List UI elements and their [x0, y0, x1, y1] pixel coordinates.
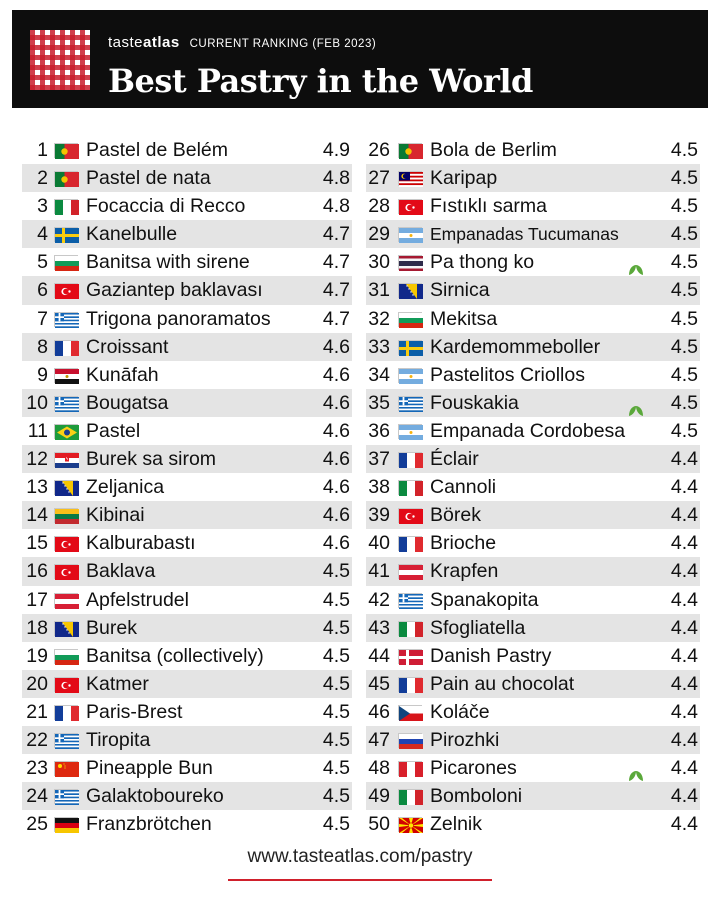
pastry-name[interactable]: Koláče — [430, 700, 490, 723]
rating-score: 4.6 — [322, 532, 350, 555]
rating-score: 4.4 — [670, 504, 698, 527]
rank-number: 1 — [37, 139, 48, 161]
rank-number: 2 — [37, 167, 48, 190]
ranking-row — [22, 220, 352, 248]
turkey-flag — [398, 199, 422, 214]
rating-score: 4.4 — [670, 588, 698, 611]
rank-number: 37 — [368, 448, 390, 471]
ranking-row — [366, 782, 700, 810]
vegetarian-leaf-icon — [628, 256, 644, 268]
rating-score: 4.6 — [322, 363, 350, 386]
ranking-row — [366, 276, 700, 304]
argentina-flag — [398, 368, 422, 383]
argentina-flag — [398, 227, 422, 242]
rank-number: 9 — [37, 363, 48, 386]
pastry-name[interactable]: Sfogliatella — [430, 616, 526, 639]
rating-score: 4.4 — [670, 813, 698, 836]
rank-number: 28 — [368, 195, 390, 218]
rating-score: 4.5 — [322, 588, 350, 611]
rating-score: 4.6 — [322, 419, 350, 442]
bosnia-flag — [398, 283, 422, 298]
brand-atlas: atlas — [143, 34, 180, 51]
footer-url[interactable]: www.tasteatlas.com/pastry — [247, 846, 473, 867]
ranking-row — [366, 614, 700, 642]
france-flag — [398, 677, 422, 692]
czech-flag — [398, 705, 422, 720]
pastry-name[interactable]: Banitsa (collectively) — [86, 644, 264, 667]
rating-score: 4.5 — [670, 195, 698, 218]
ranking-row — [366, 192, 700, 220]
rating-score: 4.5 — [670, 139, 698, 161]
pastry-name[interactable]: Bola de Berlim — [430, 139, 557, 161]
rating-score: 4.5 — [322, 700, 350, 723]
rank-number: 4 — [37, 223, 48, 246]
greece-flag — [398, 396, 422, 411]
pastry-name[interactable]: Pa thong ko — [430, 251, 535, 274]
rating-score: 4.4 — [670, 728, 698, 751]
pastry-name[interactable]: Galaktoboureko — [86, 785, 224, 808]
russia-flag — [398, 733, 422, 748]
pastry-name[interactable]: Pirozhki — [430, 728, 500, 751]
vegetarian-leaf-icon — [628, 762, 644, 774]
pastry-name[interactable]: Brioche — [430, 532, 497, 555]
header-banner — [12, 10, 708, 108]
pastry-name[interactable]: Paris-Brest — [86, 700, 183, 723]
sweden-flag — [398, 340, 422, 355]
bosnia-flag — [54, 480, 78, 495]
greece-flag — [398, 593, 422, 608]
ranking-row — [22, 473, 352, 501]
rank-number: 27 — [368, 167, 390, 190]
page-title: Best Pastry in the World — [108, 62, 533, 100]
rating-score: 4.9 — [322, 139, 350, 161]
greece-flag — [54, 312, 78, 327]
france-flag — [54, 705, 78, 720]
turkey-flag — [398, 508, 422, 523]
pastry-name[interactable]: Pastel — [86, 419, 141, 442]
rank-number: 30 — [368, 251, 390, 274]
rank-number: 11 — [27, 419, 48, 442]
pastry-name[interactable]: Croissant — [86, 335, 169, 358]
ranking-row — [366, 445, 700, 473]
rating-score: 4.4 — [670, 644, 698, 667]
brand-line — [108, 34, 376, 51]
pastry-name[interactable]: Pastel de nata — [86, 167, 211, 190]
portugal-flag — [54, 171, 78, 186]
pastry-name[interactable]: Baklava — [86, 560, 156, 583]
pastry-name[interactable]: Éclair — [430, 448, 479, 471]
tasteatlas-logo — [30, 30, 90, 90]
ranking-row — [22, 333, 352, 361]
pastry-name[interactable]: Fıstıklı sarma — [430, 195, 548, 218]
rating-score: 4.4 — [670, 532, 698, 555]
ranking-row — [366, 417, 700, 445]
pastry-name[interactable]: Cannoli — [430, 476, 497, 499]
rating-score: 4.5 — [322, 757, 350, 780]
austria-flag — [54, 593, 78, 608]
ranking-row — [366, 642, 700, 670]
rank-number: 48 — [368, 757, 390, 780]
rating-score: 4.7 — [322, 307, 350, 330]
rating-score: 4.6 — [322, 504, 350, 527]
ranking-row — [366, 670, 700, 698]
rating-score: 4.5 — [670, 251, 698, 274]
ranking-row — [22, 305, 352, 333]
rating-score: 4.8 — [322, 167, 350, 190]
turkey-flag — [54, 536, 78, 551]
rating-score: 4.5 — [322, 560, 350, 583]
pastry-name[interactable]: Sirnica — [430, 279, 490, 302]
italy-flag — [398, 789, 422, 804]
ranking-row — [366, 361, 700, 389]
ranking-row — [366, 810, 700, 838]
ranking-row — [22, 248, 352, 276]
germany-flag — [54, 817, 78, 832]
ranking-row — [22, 614, 352, 642]
rank-number: 41 — [368, 560, 390, 583]
ranking-row — [366, 529, 700, 557]
rating-score: 4.5 — [670, 419, 698, 442]
rank-number: 42 — [368, 588, 390, 611]
ranking-row — [366, 501, 700, 529]
rank-number: 22 — [26, 728, 48, 751]
thailand-flag — [398, 255, 422, 270]
ranking-row — [366, 389, 700, 417]
ranking-row — [366, 305, 700, 333]
pastry-name[interactable]: Apfelstrudel — [86, 588, 189, 611]
rank-number: 18 — [26, 616, 48, 639]
ranking-row — [22, 276, 352, 304]
rank-number: 50 — [368, 813, 390, 836]
ranking-row — [22, 586, 352, 614]
turkey-flag — [54, 564, 78, 579]
pastry-name[interactable]: Tiropita — [86, 728, 151, 751]
rank-number: 34 — [368, 363, 390, 386]
ranking-row — [366, 164, 700, 192]
rating-score: 4.7 — [322, 251, 350, 274]
rank-number: 23 — [26, 757, 48, 780]
pastry-name[interactable]: Krapfen — [430, 560, 499, 583]
bulgaria-flag — [398, 312, 422, 327]
ranking-row — [22, 642, 352, 670]
turkey-flag — [54, 283, 78, 298]
ranking-row — [366, 557, 700, 585]
greece-flag — [54, 733, 78, 748]
rating-score: 4.6 — [322, 335, 350, 358]
rank-number: 38 — [368, 476, 390, 499]
rank-number: 12 — [26, 448, 48, 471]
rank-number: 6 — [37, 279, 48, 302]
ranking-row — [366, 333, 700, 361]
pastry-name[interactable]: Katmer — [86, 672, 149, 695]
rank-number: 29 — [368, 223, 390, 246]
egypt-flag — [54, 368, 78, 383]
ranking-row — [22, 389, 352, 417]
italy-flag — [54, 199, 78, 214]
ranking-row — [22, 698, 352, 726]
rating-score: 4.5 — [322, 785, 350, 808]
rating-score: 4.7 — [322, 223, 350, 246]
pastry-name[interactable]: Pineapple Bun — [86, 757, 213, 780]
rank-number: 39 — [368, 504, 390, 527]
france-flag — [398, 536, 422, 551]
ranking-row — [22, 726, 352, 754]
pastry-name[interactable]: Zeljanica — [86, 476, 165, 499]
ranking-row — [22, 192, 352, 220]
pastry-name[interactable]: Bougatsa — [86, 391, 169, 414]
ranking-list-right — [366, 136, 700, 838]
pastry-name[interactable]: Fouskakia — [430, 391, 519, 414]
rating-score: 4.4 — [670, 448, 698, 471]
pastry-name[interactable]: Empanadas Tucumanas — [430, 224, 619, 245]
ranking-row — [22, 136, 352, 164]
rating-score: 4.5 — [322, 644, 350, 667]
ranking-row — [366, 220, 700, 248]
rating-score: 4.5 — [670, 279, 698, 302]
italy-flag — [398, 621, 422, 636]
rank-number: 16 — [26, 560, 48, 583]
footer-underline — [228, 879, 492, 881]
pastry-name[interactable]: Burek sa sirom — [86, 448, 217, 471]
rating-score: 4.5 — [670, 335, 698, 358]
ranking-row — [366, 726, 700, 754]
rating-score: 4.5 — [322, 672, 350, 695]
rank-number: 7 — [37, 307, 48, 330]
pastry-name[interactable]: Kalburabastı — [86, 532, 196, 555]
rank-number: 49 — [368, 785, 390, 808]
pastry-name[interactable]: Empanada Cordobesa — [430, 419, 626, 442]
rating-score: 4.5 — [322, 813, 350, 836]
rank-number: 33 — [368, 335, 390, 358]
pastry-name[interactable]: Spanakopita — [430, 588, 539, 611]
pastry-name[interactable]: Zelnik — [430, 813, 483, 836]
brazil-flag — [54, 424, 78, 439]
denmark-flag — [398, 649, 422, 664]
pastry-name[interactable]: Franzbrötchen — [86, 813, 212, 836]
pastry-name[interactable]: Pain au chocolat — [430, 672, 575, 695]
ranking-row — [22, 445, 352, 473]
rank-number: 31 — [368, 279, 390, 302]
rank-number: 24 — [26, 785, 48, 808]
peru-flag — [398, 761, 422, 776]
argentina-flag — [398, 424, 422, 439]
ranking-row — [366, 473, 700, 501]
ranking-row — [366, 698, 700, 726]
rating-score: 4.4 — [670, 672, 698, 695]
portugal-flag — [398, 143, 422, 158]
pastry-name[interactable]: Pastel de Belém — [86, 139, 228, 161]
rank-number: 45 — [368, 672, 390, 695]
rating-score: 4.5 — [322, 728, 350, 751]
rank-number: 15 — [26, 532, 48, 555]
rating-score: 4.5 — [322, 616, 350, 639]
ranking-row — [22, 782, 352, 810]
rating-score: 4.5 — [670, 391, 698, 414]
rating-score: 4.6 — [322, 448, 350, 471]
rating-score: 4.4 — [670, 785, 698, 808]
rank-number: 35 — [368, 391, 390, 414]
pastry-name[interactable]: Gaziantep baklavası — [86, 279, 263, 302]
brand-taste: taste — [108, 34, 144, 51]
ranking-list-left — [22, 136, 352, 838]
pastry-name[interactable]: Picarones — [430, 757, 517, 780]
rating-score: 4.5 — [670, 307, 698, 330]
ranking-row — [366, 754, 700, 782]
pastry-name[interactable]: Bomboloni — [430, 785, 523, 808]
rating-score: 4.4 — [670, 616, 698, 639]
sweden-flag — [54, 227, 78, 242]
ranking-row — [366, 248, 700, 276]
rank-number: 5 — [37, 251, 48, 274]
ranking-row — [22, 810, 352, 838]
rank-number: 32 — [368, 307, 390, 330]
rating-score: 4.5 — [670, 167, 698, 190]
rank-number: 46 — [368, 700, 390, 723]
ranking-row — [366, 586, 700, 614]
ranking-row — [22, 164, 352, 192]
pastry-name[interactable]: Banitsa with sirene — [86, 251, 250, 274]
rank-number: 44 — [368, 644, 390, 667]
rank-number: 25 — [26, 813, 48, 836]
rank-number: 21 — [26, 700, 48, 723]
malaysia-flag — [398, 171, 422, 186]
pastry-name[interactable]: Burek — [86, 616, 137, 639]
ranking-row — [22, 529, 352, 557]
rank-number: 10 — [26, 391, 48, 414]
pastry-name[interactable]: Kibinai — [86, 504, 145, 527]
pastry-name[interactable]: Karipap — [430, 167, 498, 190]
turkey-flag — [54, 677, 78, 692]
rank-number: 3 — [37, 195, 48, 218]
bulgaria-flag — [54, 255, 78, 270]
rank-number: 14 — [26, 504, 48, 527]
ranking-row — [22, 557, 352, 585]
rating-score: 4.7 — [322, 279, 350, 302]
pastry-name[interactable]: Danish Pastry — [430, 644, 552, 667]
ranking-row — [22, 501, 352, 529]
rank-number: 17 — [26, 588, 48, 611]
croatia-flag — [54, 452, 78, 467]
rank-number: 8 — [37, 335, 48, 358]
rating-score: 4.4 — [670, 560, 698, 583]
pastry-name[interactable]: Trigona panoramatos — [86, 307, 271, 330]
ranking-row — [366, 136, 700, 164]
rank-number: 36 — [368, 419, 390, 442]
rating-score: 4.6 — [322, 476, 350, 499]
rank-number: 13 — [26, 476, 48, 499]
rank-number: 19 — [26, 644, 48, 667]
rating-score: 4.4 — [670, 476, 698, 499]
rating-score: 4.4 — [670, 757, 698, 780]
rank-number: 47 — [368, 728, 390, 751]
rating-score: 4.4 — [670, 700, 698, 723]
lithuania-flag — [54, 508, 78, 523]
rating-score: 4.5 — [670, 223, 698, 246]
rank-number: 43 — [368, 616, 390, 639]
pastry-name[interactable]: Kardemommeboller — [430, 335, 601, 358]
ranking-row — [22, 754, 352, 782]
ranking-row — [22, 361, 352, 389]
pastry-name[interactable]: Pastelitos Criollos — [430, 363, 585, 386]
france-flag — [54, 340, 78, 355]
bosnia-flag — [54, 621, 78, 636]
pastry-name[interactable]: Mekitsa — [430, 307, 498, 330]
pastry-name[interactable]: Kanelbulle — [86, 223, 178, 246]
china-flag — [54, 761, 78, 776]
ranking-row — [22, 670, 352, 698]
rank-number: 20 — [26, 672, 48, 695]
portugal-flag — [54, 143, 78, 158]
greece-flag — [54, 789, 78, 804]
rank-number: 26 — [368, 139, 390, 161]
vegetarian-leaf-icon — [628, 397, 644, 409]
rank-number: 40 — [368, 532, 390, 555]
france-flag — [398, 452, 422, 467]
pastry-name[interactable]: Kunāfah — [86, 363, 159, 386]
italy-flag — [398, 480, 422, 495]
greece-flag — [54, 396, 78, 411]
austria-flag — [398, 564, 422, 579]
bulgaria-flag — [54, 649, 78, 664]
ranking-label: CURRENT RANKING (FEB 2023) — [189, 38, 377, 50]
ranking-row — [22, 417, 352, 445]
rating-score: 4.6 — [322, 391, 350, 414]
pastry-name[interactable]: Focaccia di Recco — [86, 195, 246, 218]
pastry-name[interactable]: Börek — [430, 504, 481, 527]
rating-score: 4.5 — [670, 363, 698, 386]
rating-score: 4.8 — [322, 195, 350, 218]
macedonia-flag — [398, 817, 422, 832]
